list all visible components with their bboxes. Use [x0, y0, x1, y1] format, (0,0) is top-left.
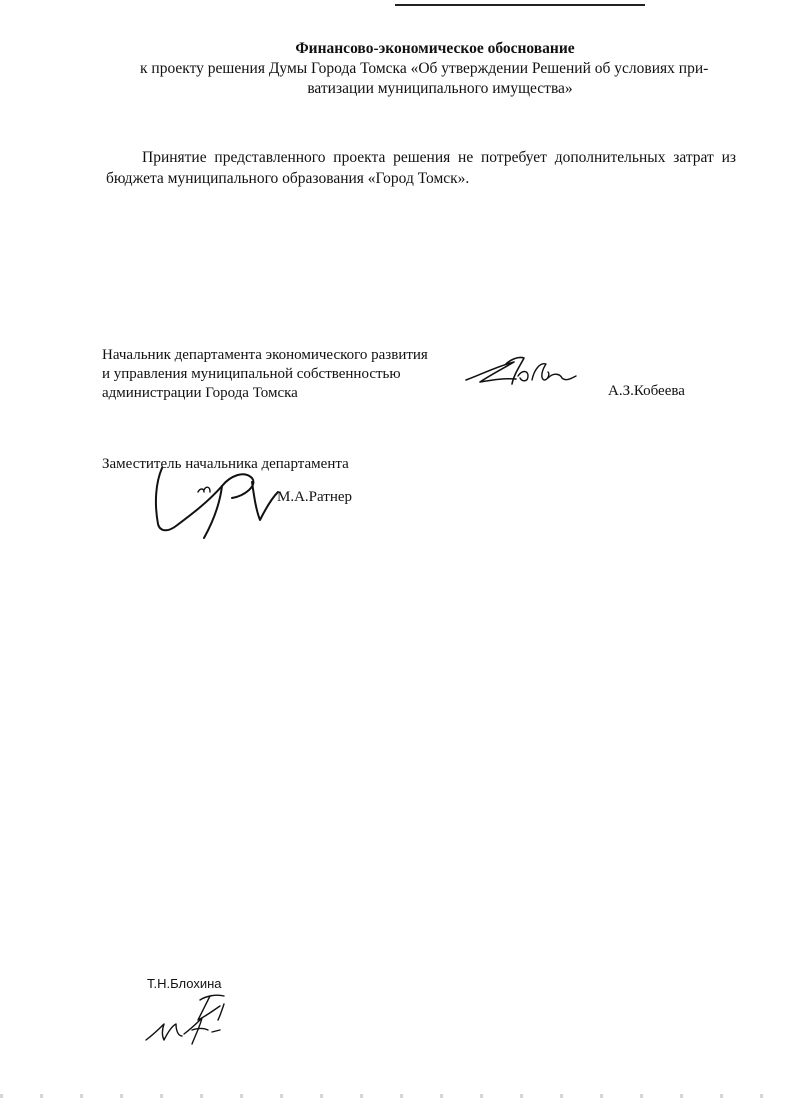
signature-blokhina-icon	[140, 990, 235, 1050]
scan-artifact-dots	[0, 1094, 800, 1098]
document-title: Финансово-экономическое обоснование	[295, 40, 575, 57]
signature-ratner-icon	[148, 462, 288, 542]
executor-name: Т.Н.Блохина	[147, 976, 222, 991]
document-subtitle	[140, 59, 740, 99]
signatory1-position-line-3: администрации Города Томска	[102, 385, 298, 401]
signatory1-position-line-2: и управления муниципальной собственностью	[102, 366, 401, 382]
signatory1-position	[102, 346, 462, 403]
body-paragraph: Принятие представленного проекта решения не потребует дополнительных затрат из бюджета муниципального образования «Город Томск».	[106, 149, 736, 187]
signature-kobeeva-icon	[462, 352, 582, 392]
subtitle-line-1: к проекту решения Думы Города Томска «Об утверждении Решений об условиях при-	[140, 60, 709, 77]
subtitle-line-2: ватизации муниципального имущества»	[307, 80, 573, 97]
signatory2-position: Заместитель начальника департамента	[102, 456, 349, 472]
scan-artifact-line	[395, 4, 645, 6]
signatory1-name: А.З.Кобеева	[608, 383, 685, 399]
signatory1-position-line-1: Начальник департамента экономического развития	[102, 347, 428, 363]
signatory2-name: М.А.Ратнер	[277, 489, 353, 505]
